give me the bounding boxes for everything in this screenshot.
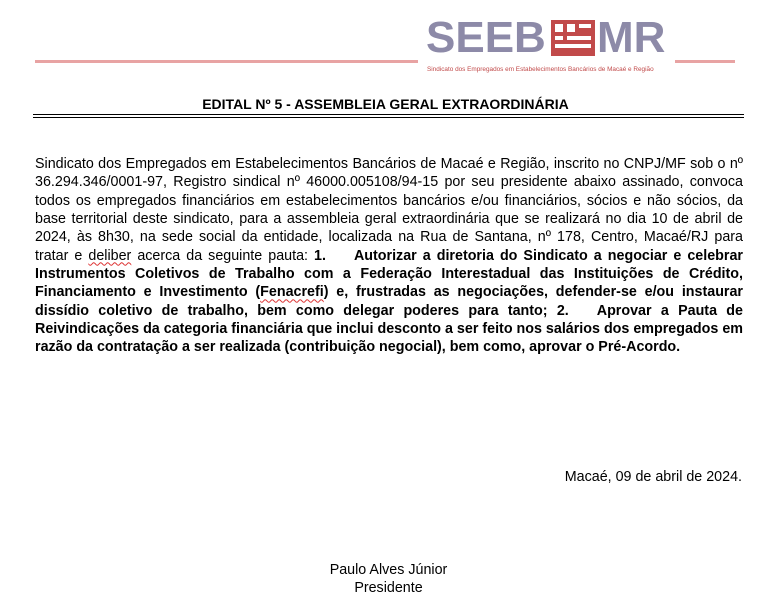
item1-number: 1.: [314, 247, 326, 264]
item1-word: Fenacrefi: [260, 284, 324, 301]
edital-body: [35, 155, 743, 357]
item2-text: Aprovar a Pauta de Reivindicações da categoria financiária que inclui desconto a ser feito nos salários dos empregados em razão da contratação a ser realizada (contribuição negocial), bem como, aprovar o Pré-Acordo.: [35, 302, 743, 356]
title-rule-bottom: [33, 117, 744, 118]
signer-name: Paulo Alves Júnior: [329, 562, 448, 578]
logo-building-icon: [551, 20, 595, 56]
item2-number: 2.: [556, 302, 569, 319]
title-rule-top: [33, 114, 744, 115]
logo-mr-text: MR: [597, 13, 666, 62]
body-intro-end: acerca da seguinte pauta:: [131, 247, 315, 264]
logo-tagline: Sindicato dos Empregados em Estabelecimentos Bancários de Macaé e Região: [427, 66, 654, 73]
header-line-left: [35, 60, 418, 63]
item1-text-b: ) e, frustradas as negociações, defender-se e/ou instaurar dissídio coletivo de trabalho, bem como delegar poderes para tanto;: [35, 284, 744, 319]
body-intro: Sindicato dos Empregados em Estabelecimentos Bancários de Macaé e Região, inscrito no CNPJ/MF sob o nº 36.294.346/0001-97, Registro sindical nº 46000.005108/94-15 por seu presidente abaixo assinado, convoca todos os empregados financiários em estabelecimentos bancários e/ou financiários, sócios e não sócios, da base territorial deste sindicato, para a assembleia geral extraordinária que se realizará no dia 10 de abril de 2024, às 8h30, na sede social da entidade, localizada na Rua de Santana, nº 178, Centro, Macaé/RJ para tratar e: [35, 156, 743, 264]
signature-block: [0, 561, 771, 597]
signer-role: Presidente: [354, 580, 423, 596]
place-date: Macaé, 09 de abril de 2024.: [564, 469, 742, 485]
header-line-right: [675, 60, 735, 63]
logo-seeb-text: SEEB: [426, 13, 546, 62]
body-intro-word: deliber: [88, 247, 132, 264]
item1-text-a: Autorizar a diretoria do Sindicato a negociar e celebrar Instrumentos Coletivos de Trabalho com a Federação Interestadual das Instituições de Crédito, Financiamento e Investimento (: [35, 247, 743, 301]
document-title: EDITAL Nº 5 - ASSEMBLEIA GERAL EXTRAORDINÁRIA: [202, 96, 569, 112]
